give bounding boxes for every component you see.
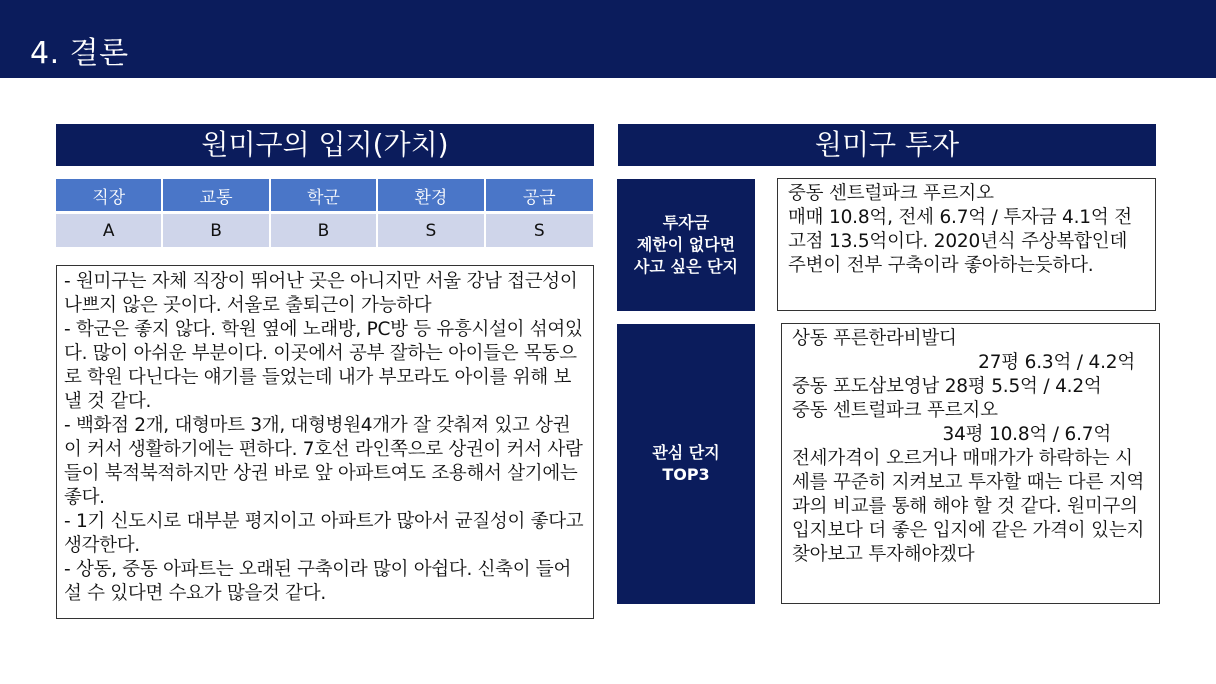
- top3-label-line-1: 관심 단지: [652, 443, 720, 462]
- grade-value-transport: B: [163, 211, 270, 247]
- grade-header-school: 학군: [271, 179, 378, 211]
- location-notes-box: [56, 265, 594, 619]
- note-school: - 학군은 좋지 않다. 학원 옆에 노래방, PC방 등 유흥시설이 섞여있다. 많이 아쉬운 부분이다. 이곳에서 공부 잘하는 아이들은 목동으로 학원 다닌다는 얘기를 들었는데 내가 부모라도 아이를 위해 보낼 것 같다.: [64, 319, 583, 412]
- investment-banner: 원미구 투자: [618, 124, 1156, 166]
- top3-item-1-name: 상동 푸른한라비발디: [792, 328, 957, 349]
- top3-item-3-detail: 34평 10.8억 / 6.7억: [942, 424, 1111, 445]
- unlimited-complex-name: 중동 센트럴파크 푸르지오: [788, 183, 994, 204]
- grade-value-supply: S: [486, 211, 593, 247]
- grade-header-transport: 교통: [163, 179, 270, 211]
- unlimited-label-line-1: 투자금: [662, 213, 710, 232]
- unlimited-budget-box: [777, 178, 1156, 311]
- unlimited-label-line-3: 사고 싶은 단지: [634, 257, 738, 276]
- grade-header-supply: 공급: [486, 179, 593, 211]
- grade-value-row: [56, 211, 593, 247]
- top3-label-line-2: TOP3: [662, 465, 710, 484]
- location-value-banner: 원미구의 입지(가치): [56, 124, 594, 166]
- grade-value-environment: S: [378, 211, 485, 247]
- grade-value-school: B: [271, 211, 378, 247]
- grade-header-environment: 환경: [378, 179, 485, 211]
- grade-header-row: [56, 179, 593, 211]
- top3-item-1-detail: 27평 6.3억 / 4.2억: [978, 352, 1135, 373]
- note-homogeneity: - 1기 신도시로 대부분 평지이고 아파트가 많아서 균질성이 좋다고 생각한다.: [64, 511, 584, 556]
- top3-item-3-name: 중동 센트럴파크 푸르지오: [792, 400, 998, 421]
- top3-box: [781, 323, 1160, 604]
- top3-comment: 전세가격이 오르거나 매매가가 하락하는 시세를 꾸준히 지켜보고 투자할 때는 다른 지역과의 비교를 통해 해야 할 것 같다. 원미구의 입지보다 더 좋은 입지에 같은 가격이 있는지 찾아보고 투자해야겠다: [792, 448, 1145, 565]
- header-bar: [0, 0, 1216, 78]
- note-amenities: - 백화점 2개, 대형마트 3개, 대형병원4개가 잘 갖춰져 있고 상권이 커서 생활하기에는 편하다. 7호선 라인쪽으로 상권이 커서 사람들이 북적북적하지만 상권 바로 앞 아파트여도 조용해서 살기에는 좋다.: [64, 415, 583, 508]
- grade-header-job: 직장: [56, 179, 163, 211]
- top3-label: [617, 324, 755, 604]
- unlimited-complex-detail: 매매 10.8억, 전세 6.7억 / 투자금 4.1억 전고점 13.5억이다. 2020년식 주상복합인데 주변이 전부 구축이라 좋아하는듯하다.: [788, 207, 1132, 276]
- unlimited-label-line-2: 제한이 없다면: [636, 235, 736, 254]
- top3-item-2: 중동 포도삼보영남 28평 5.5억 / 4.2억: [792, 376, 1102, 397]
- page-title: 4. 결론: [30, 36, 129, 71]
- note-job: - 원미구는 자체 직장이 뛰어난 곳은 아니지만 서울 강남 접근성이 나쁘지 않은 곳이다. 서울로 출퇴근이 가능하다: [64, 271, 578, 316]
- note-supply: - 상동, 중동 아파트는 오래된 구축이라 많이 아쉽다. 신축이 들어설 수 있다면 수요가 많을것 같다.: [64, 559, 572, 604]
- grade-value-job: A: [56, 211, 163, 247]
- unlimited-budget-label: [617, 179, 755, 311]
- grade-table: [56, 179, 593, 247]
